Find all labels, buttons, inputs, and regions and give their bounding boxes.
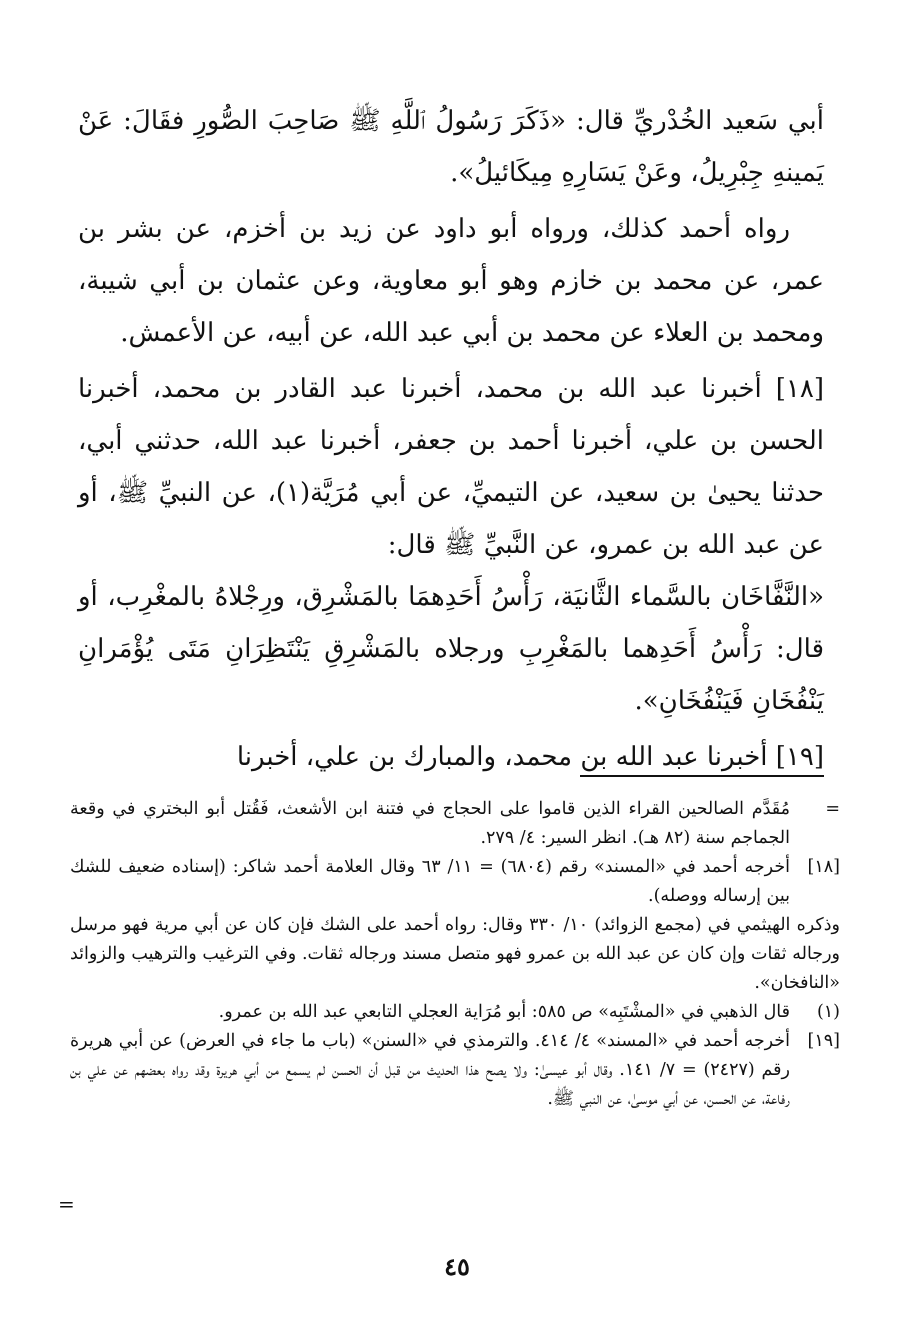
footnote	[70, 795, 840, 853]
footnotes	[70, 795, 840, 1114]
footnote-marker: =	[825, 799, 840, 819]
footnote-text: وذكره الهيثمي في (مجمع الزوائد) ١٠/ ٣٣٠ وقال: رواه أحمد على الشك فإن كان عن أبي مرية فهو مرسل ورجاله ثقات وإن كان عن عبد الله بن عمرو فهو متصل مسند ورجاله ثقات. وفي الترغيب والترهيب والزوائد «النافخان».	[70, 915, 840, 993]
continuation-mark: =	[58, 1192, 75, 1216]
footnote-text: أخرجه أحمد في «المسند» ٤/ ٤١٤. والترمذي في «السنن» (باب ما جاء في العرض) عن أبي هريرة رقم (٢٤٢٧) = ٧/ ١٤١. وقال أبو عيسىٰ: ولا يصح هذا الحديث من قبل أن الحسن لم يسمع من أبي هريرة وقد رواه بعضهم عن علي بن رفاعة، عن الحسن، عن أبي موسىٰ، عن النبي ﷺ.	[70, 1031, 790, 1109]
footnote-continuation	[70, 911, 840, 998]
page-number: ٤٥	[444, 1252, 470, 1281]
paragraph-narration: رواه أحمد كذلك، ورواه أبو داود عن زيد بن أخزم، عن بشر بن عمر، عن محمد بن خازم وهو أبو معاوية، وعن عثمان بن أبي شيبة، ومحمد بن العلاء عن محمد بن أبي عبد الله، عن أبيه، عن الأعمش.	[78, 214, 824, 348]
footnote	[70, 1027, 840, 1114]
footnote	[70, 998, 840, 1027]
footnote	[70, 853, 840, 911]
footnote-marker: [١٨]	[807, 857, 840, 877]
footnote-marker: [١٩]	[807, 1031, 840, 1051]
footnote-marker: (١)	[816, 1002, 840, 1022]
footnote-text: أخرجه أحمد في «المسند» رقم (٦٨٠٤) = ١١/ ٦٣ وقال العلامة أحمد شاكر: (إسناده ضعيف للشك بين إرساله ووصله).	[70, 857, 790, 906]
paragraph-hadith-18-matn: «النَّفَّاخَان بالسَّماء الثَّانيَة، رَأْسُ أَحَدِهمَا بالمَشْرِق، ورِجْلاهُ بالمغْرِب، أو قال: رَأْسُ أَحَدِهما بالمَغْرِبِ ورجلاه بالمَشْرِقِ يَنْتَظِرَانِ مَتَى يُؤْمَرانِ يَنْفُخَانِ فَيَنْفُخَانِ».	[78, 582, 824, 716]
footnote-text: قال الذهبي في «المشْتَبِه» ص ٥٨٥: أبو مُرَاية العجلي التابعي عبد الله بن عمرو.	[218, 1002, 790, 1022]
footnote-separator	[580, 775, 824, 777]
paragraph-hadith-19-isnad: [١٩] أخبرنا عبد الله بن محمد، والمبارك بن علي، أخبرنا	[236, 742, 824, 772]
main-text	[78, 95, 824, 783]
paragraph-hadith-text: أبي سَعيد الخُدْريِّ قال: «ذَكَرَ رَسُولُ ٱللَّهِ ﷺ صَاحِبَ الصُّورِ فقَالَ: عَنْ يَمينهِ جِبْرِيلُ، وعَنْ يَسَارِهِ مِيكَائيلُ».	[78, 106, 824, 188]
paragraph-hadith-18-isnad: [١٨] أخبرنا عبد الله بن محمد، أخبرنا عبد القادر بن محمد، أخبرنا الحسن بن علي، أخبرنا أحمد بن جعفر، أخبرنا عبد الله، حدثني أبي، حدثنا يحيىٰ بن سعيد، عن التيميِّ، عن أبي مُرَيَّة(١)، عن النبيِّ ﷺ، أو عن عبد الله بن عمرو، عن النَّبيِّ ﷺ قال:	[78, 374, 824, 560]
footnote-text: مُقَدَّم الصالحين القراء الذين قاموا على الحجاج في فتنة ابن الأشعث، فَقُتل أبو البختري في وقعة الجماجم سنة (٨٢ هـ). انظر السير: ٤/ ٢٧٩.	[70, 799, 790, 848]
